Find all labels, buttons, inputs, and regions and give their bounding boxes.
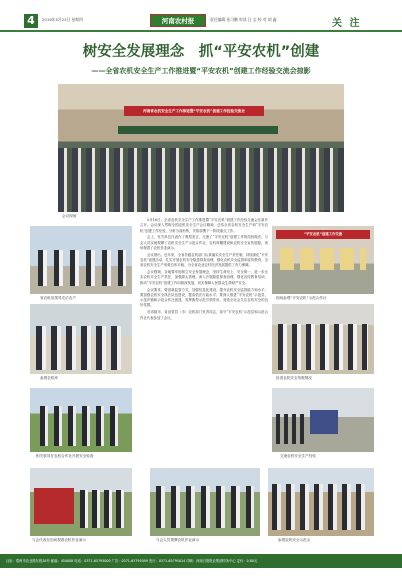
tractor xyxy=(310,410,338,434)
caption-9: 与会人员观摩农机作业演示 xyxy=(156,538,200,542)
people xyxy=(38,250,126,286)
caption-1: 省农机局领导走访农户 xyxy=(40,296,76,300)
paragraph: 5月16日，全省农机安全生产工作推进暨“平安农机”创建工作经验交流会在新乡召开。会议深入贯彻全国农机安全生产会议精神，总结全省农机安全生产和“平安农机”创建工作经验，分析当前形势，安排部署下一阶段重点工作。 xyxy=(140,218,268,233)
caption-2: 现场参观“平安农机”示范合作社 xyxy=(276,296,327,300)
people xyxy=(276,414,306,444)
caption-3: 参观农机库 xyxy=(40,376,58,380)
display-boards xyxy=(280,248,366,270)
paragraph: 会议要求，要创新监管方式，加强信息化建设，提升农机安全监管能力和水平；要加强农机安全执法队伍建设，提高依法行政水平；要深入推进“平安农机”示范县、示范乡镇和示范合作社创建，发挥典型示范引领作用，营造全社会关注农机安全的良好氛围。 xyxy=(140,287,268,308)
masthead-logo: 河南农村报 xyxy=(150,14,206,27)
people xyxy=(278,324,368,370)
people xyxy=(156,486,254,528)
photo-3 xyxy=(30,304,132,374)
caption-4: 检查农机安全驾驶情况 xyxy=(276,376,312,380)
editor-credits: 责任编辑 张可鹏 审读 汪 宝 校 对 胡 鑫 xyxy=(210,17,277,22)
paragraph: 会上，有关单位代表作了典型发言，交流了“平安农机”创建工作的经验做法。与会人员实地观摩了农机安全生产示范合作社、农机库棚建设和农机安全宣传展板，现场观看了农机作业演示。 xyxy=(140,235,268,250)
photo-7 xyxy=(268,468,374,536)
section-title: 关 注 xyxy=(332,18,362,29)
people xyxy=(272,484,370,530)
photo-9 xyxy=(150,468,260,536)
caption-8: 与会代表在田间观看农机作业演示 xyxy=(32,538,86,542)
photo-2-banner: “平安农机”创建工作交流 xyxy=(276,230,370,239)
issue-date: 2019年5月23日 星期四 xyxy=(42,17,83,22)
people xyxy=(40,406,124,446)
photo-2 xyxy=(272,226,374,294)
headline: 树安全发展理念 抓“平安农机”创建 xyxy=(82,44,320,60)
paragraph: 会议指出，近年来，全省各级农机部门认真落实安全生产责任制，持续深化“平安农机”创建活动，扎实开展农机安全隐患排查治理，强化农机安全监管和宣传教育，全省农机安全生产形势总体平稳，为全省农业农村经济发展提供了有力保障。 xyxy=(140,252,268,268)
people xyxy=(80,490,128,528)
stage xyxy=(118,126,278,134)
caption-main: 会议现场 xyxy=(62,214,77,218)
main-photo xyxy=(58,84,344,212)
paragraph: 会议强调，各地要牢固树立安全发展理念，坚持生命至上、安全第一，进一步压实农机安全生产责任，加强源头管理，深入开展隐患排查治理，强化宣传教育培训，推动“平安农机”创建工作向纵深发展，切实保障人民群众生命财产安全。 xyxy=(140,270,268,285)
photo-1 xyxy=(30,226,132,294)
article-body xyxy=(140,218,268,504)
photo-6 xyxy=(272,388,374,452)
caption-6: 交流农机安全生产经验 xyxy=(280,454,316,458)
photo-8 xyxy=(30,468,132,536)
paragraph: 各省辖市、省直管县（市）农机部门负责同志，部分“平安农机”示范县和示范合作社代表参加了会议。 xyxy=(140,310,268,320)
photo-5 xyxy=(30,388,132,452)
subheadline: ——全省农机安全生产工作推进暨“平安农机”创建工作经验交流会掠影 xyxy=(91,67,311,75)
page-footer: 社址：郑州市农业路东段28号 邮编：450008 电话：0371-65795000 广告：0371-65795099 发行：0371-65795014 印刷：河南日报报业集团印务中心 定价：0.80元 xyxy=(0,554,402,568)
caption-5: 相关领导在农机合作社开展安全检查 xyxy=(36,454,94,458)
audience xyxy=(58,148,344,212)
red-harvester xyxy=(34,488,74,524)
people xyxy=(36,326,126,370)
main-photo-banner: 河南省农机安全生产工作推进暨“平安农机”创建工作经验交流会 xyxy=(124,106,264,116)
page-number: 4 xyxy=(24,14,38,28)
photo-4 xyxy=(272,304,374,374)
caption-7: 参观农机安全示范点 xyxy=(278,538,311,542)
